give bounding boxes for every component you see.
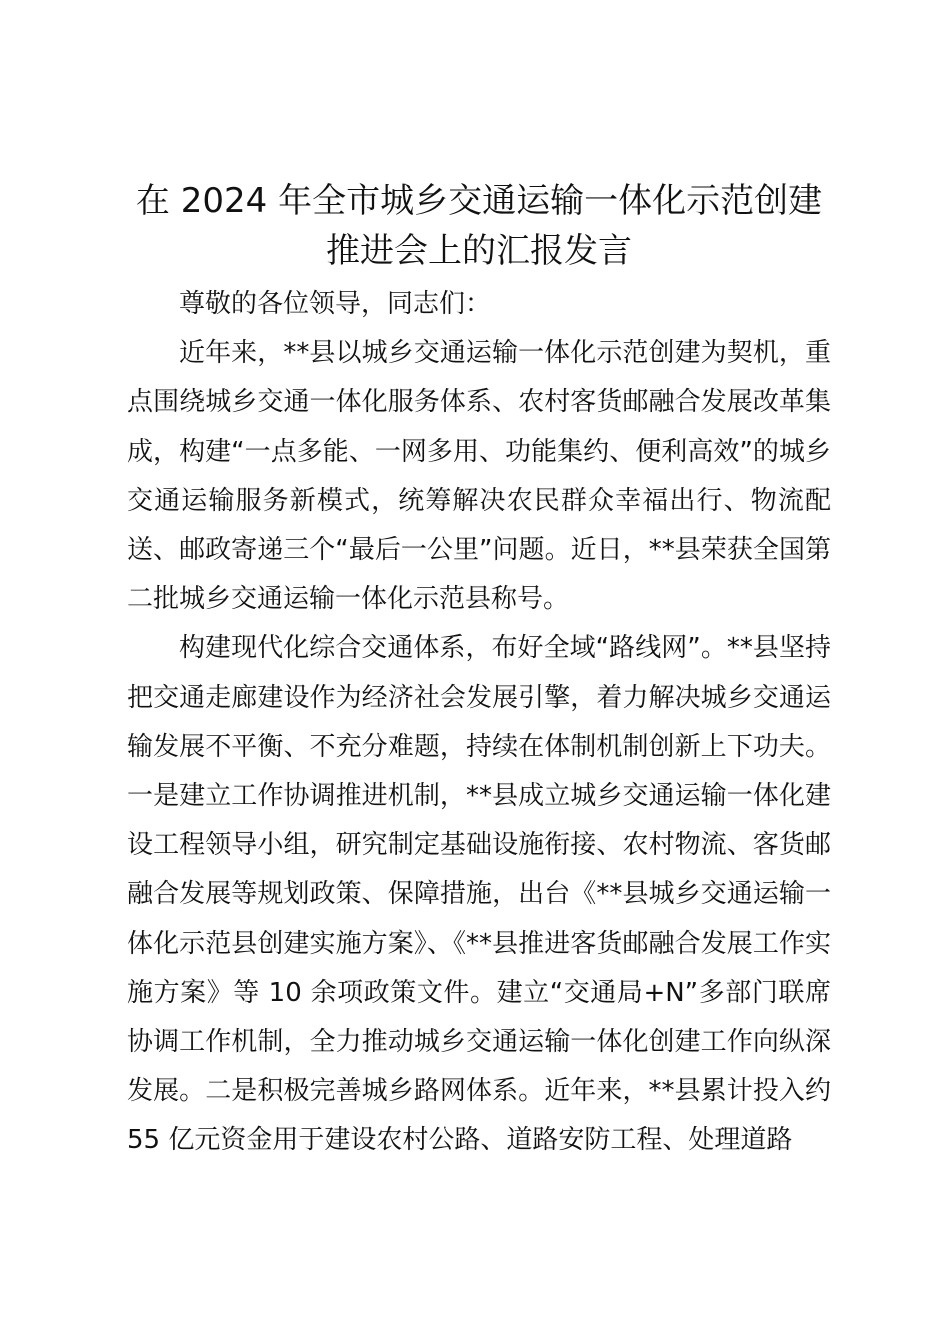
paragraph-transport-system: 构建现代化综合交通体系，布好全域“路线网”。**县坚持把交通走廊建设作为经济社会发展引擎，着力解决城乡交通运输发展不平衡、不充分难题，持续在体制机制创新上下功夫。一是建立工作协调推进机制，**县成立城乡交通运输一体化建设工程领导小组，研究制定基础设施衔接、农村物流、客货邮融合发展等规划政策、保障措施，出台《**县城乡交通运输一体化示范县创建实施方案》、《**县推进客货邮融合发展工作实施方案》等 10 余项政策文件。建立“交通局+N”多部门联席协调工作机制，全力推动城乡交通运输一体化创建工作向纵深发展。二是积极完善城乡路网体系。近年来，**县累计投入约 55 亿元资金用于建设农村公路、道路安防工程、处理道路: [127, 633, 831, 1156]
title-line-2: 推进会上的汇报发言: [326, 231, 632, 271]
document-title: [127, 176, 831, 276]
document-body: [127, 176, 831, 1166]
paragraph-intro: 近年来，**县以城乡交通运输一体化示范创建为契机，重点围绕城乡交通一体化服务体系、农村客货邮融合发展改革集成，构建“一点多能、一网多用、功能集约、便利高效”的城乡交通运输服务新模式，统筹解决农民群众幸福出行、物流配送、邮政寄递三个“最后一公里”问题。近日，**县荣获全国第二批城乡交通运输一体化示范县称号。: [127, 338, 831, 615]
title-line-1: 在 2024 年全市城乡交通运输一体化示范创建: [135, 181, 823, 221]
salutation: 尊敬的各位领导，同志们：: [179, 289, 492, 319]
